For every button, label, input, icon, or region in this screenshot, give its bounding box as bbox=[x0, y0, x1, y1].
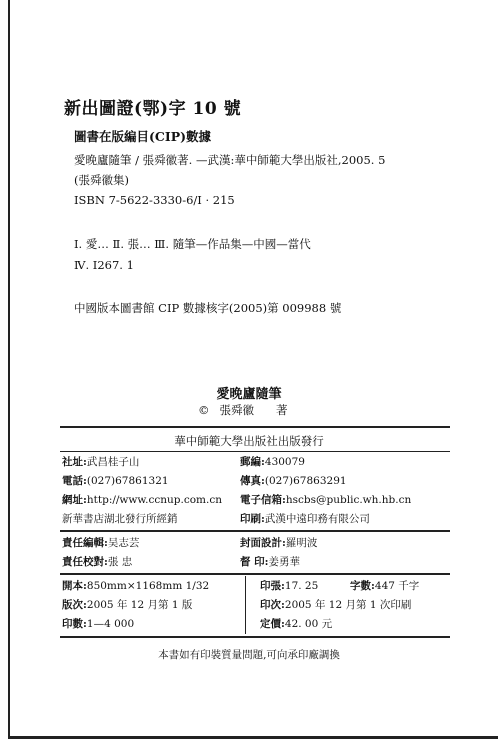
quality-notice: 本書如有印裝質量問題,可向承印廠調換 bbox=[158, 649, 340, 661]
proofreader-label: 責任校對: bbox=[62, 556, 108, 568]
printing-label: 印次: bbox=[260, 599, 285, 611]
wordcount-label: 字數: bbox=[350, 580, 375, 592]
bottom-rule bbox=[60, 636, 450, 638]
specs-row-3 bbox=[62, 616, 450, 634]
postcode-label: 郵編: bbox=[240, 456, 265, 468]
copies-label: 印數: bbox=[62, 618, 87, 630]
author-role: 著 bbox=[276, 403, 288, 417]
phone-label: 電話: bbox=[62, 475, 87, 487]
website-value: http://www.ccnup.com.cn bbox=[86, 494, 222, 506]
cip-heading: 圖書在版編目(CIP)數據 bbox=[74, 129, 212, 144]
info-row-address bbox=[62, 454, 450, 472]
website-label: 網址: bbox=[62, 494, 87, 506]
editor-label: 責任編輯: bbox=[62, 537, 108, 549]
cip-line-isbn: ISBN 7-5622-3330-6/I · 215 bbox=[74, 193, 235, 207]
postcode-value: 430079 bbox=[264, 456, 305, 468]
proofreader-value: 張 忠 bbox=[107, 556, 133, 568]
cip-line-series: (張舜徽集) bbox=[74, 173, 129, 187]
email-label: 電子信箱: bbox=[240, 494, 286, 506]
format-value: 850mm×1168mm 1/32 bbox=[86, 580, 210, 592]
staff-rule bbox=[60, 530, 450, 532]
cip-line-classification: Ⅳ. I267. 1 bbox=[74, 258, 134, 272]
edition-label: 版次: bbox=[62, 599, 87, 611]
editor-value: 吴志芸 bbox=[107, 537, 140, 549]
top-rule bbox=[60, 426, 450, 428]
cip-line-verification: 中國版本圖書館 CIP 數據核字(2005)第 009988 號 bbox=[74, 301, 342, 315]
cover-designer-label: 封面設計: bbox=[240, 537, 286, 549]
phone-value: (027)67861321 bbox=[86, 475, 169, 487]
cip-line-title-author: 愛晚廬隨筆 / 張舜徽著. —武漢:華中師範大學出版社,2005. 5 bbox=[74, 153, 386, 167]
author-name: 張舜徽 bbox=[219, 403, 254, 417]
specs-row-2 bbox=[62, 597, 450, 615]
specs-rule bbox=[60, 573, 450, 575]
address-value: 武昌桂子山 bbox=[86, 456, 140, 468]
specs-row-1 bbox=[62, 578, 450, 596]
publisher-line: 華中師範大學出版社出版發行 bbox=[174, 434, 324, 448]
printer-label: 印刷: bbox=[240, 513, 265, 525]
copies-value: 1—4 000 bbox=[86, 618, 135, 630]
print-supervisor-label: 督 印: bbox=[240, 556, 269, 568]
registration-number: 新出圖證(鄂)字 10 號 bbox=[64, 99, 242, 119]
book-title: 愛晚廬隨筆 bbox=[216, 387, 282, 402]
distributor-value: 新華書店湖北發行所經銷 bbox=[62, 513, 178, 525]
printing-value: 2005 年 12 月第 1 次印刷 bbox=[284, 599, 412, 611]
info-row-website bbox=[62, 492, 450, 510]
email-value: hscbs@public.wh.hb.cn bbox=[285, 494, 412, 506]
fax-label: 傳真: bbox=[240, 475, 265, 487]
printer-value: 武漢中遠印務有限公司 bbox=[264, 513, 370, 525]
price-label: 定價: bbox=[260, 618, 285, 630]
sheets-label: 印張: bbox=[260, 580, 285, 592]
staff-row-1 bbox=[62, 535, 450, 553]
format-label: 開本: bbox=[62, 580, 87, 592]
address-label: 社址: bbox=[62, 456, 87, 468]
wordcount-value: 447 千字 bbox=[374, 580, 420, 592]
copyright-icon: © bbox=[198, 403, 210, 417]
sheets-value: 17. 25 bbox=[284, 580, 319, 592]
publisher-rule bbox=[60, 451, 450, 452]
price-value: 42. 00 元 bbox=[284, 618, 333, 630]
info-row-phone bbox=[62, 473, 450, 491]
fax-value: (027)67863291 bbox=[264, 475, 347, 487]
print-supervisor-value: 姜勇華 bbox=[268, 556, 301, 568]
book-author-line bbox=[198, 402, 288, 418]
specs-column-divider bbox=[245, 576, 246, 634]
cover-designer-value: 羅明波 bbox=[285, 537, 318, 549]
page-frame-left-border bbox=[8, 0, 10, 739]
edition-value: 2005 年 12 月第 1 版 bbox=[86, 599, 193, 611]
staff-row-2 bbox=[62, 554, 450, 572]
cip-line-subjects: Ⅰ. 愛… Ⅱ. 張… Ⅲ. 隨筆—作品集—中國—當代 bbox=[74, 237, 311, 251]
info-row-distribution bbox=[62, 511, 450, 529]
